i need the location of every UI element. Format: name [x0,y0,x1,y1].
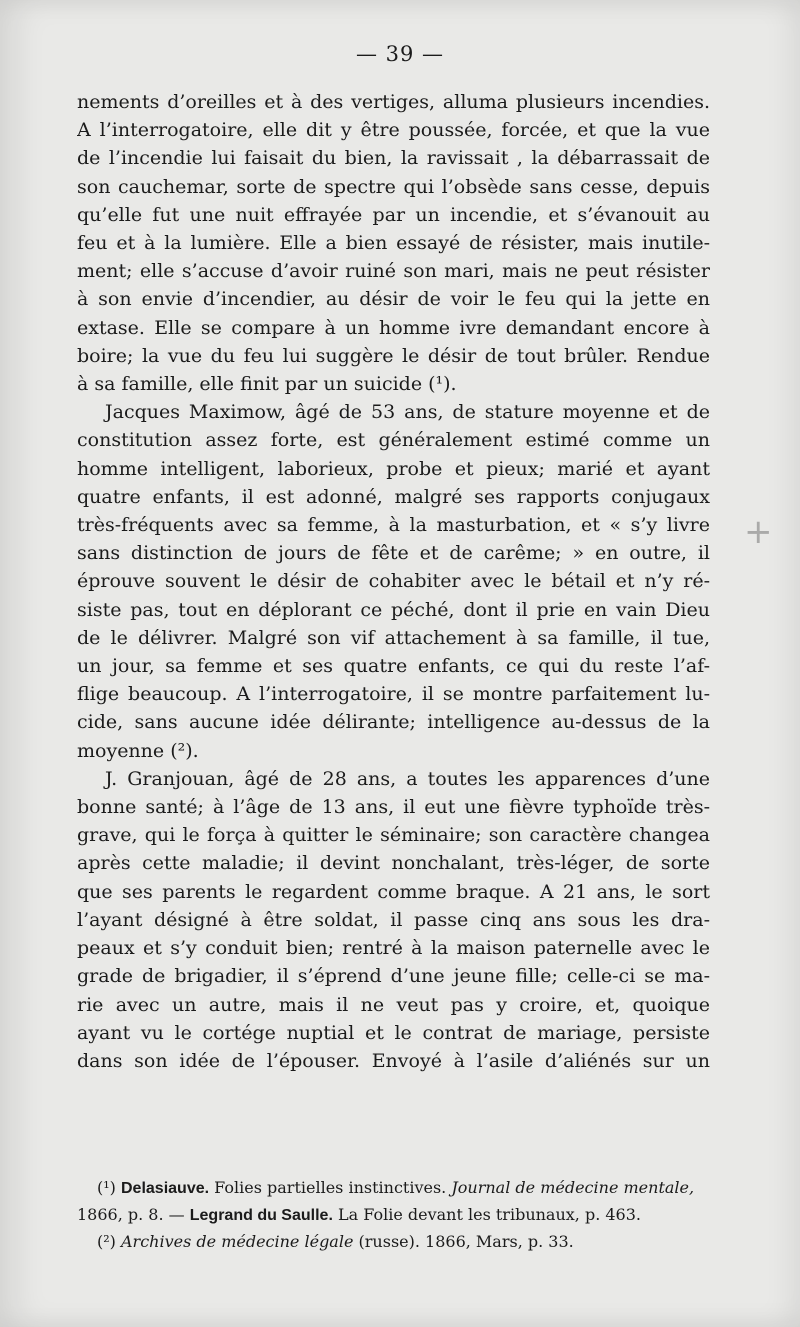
footnotes [77,1175,710,1255]
text-line: à sa famille, elle finit par un suicide (¹). [77,373,457,396]
text-line: grave, qui le força à quitter le séminaire; son caractère changea [77,824,710,847]
text-line: quatre enfants, il est adonné, malgré ses rapports conjugaux [77,485,710,508]
main-text [77,88,710,1075]
footnote-2-marker: (²) [97,1232,116,1251]
text-line: qu’elle fut une nuit effrayée par un incendie, et s’évanouit au [77,203,710,226]
footnote-1-line-2 [77,1202,710,1229]
text-line: de le délivrer. Malgré son vif attachement à sa famille, il tue, [77,626,710,649]
text-line: homme intelligent, laborieux, probe et pieux; marié et ayant [77,457,710,480]
footnote-1-line-1 [77,1175,710,1202]
text-line: constitution assez forte, est généralement estimé comme un [77,429,710,452]
text-line: rie avec un autre, mais il ne veut pas y croire, et, quoique [77,993,710,1016]
footnote-1-journal: Journal de médecine mentale, [451,1178,695,1197]
text-line: grade de brigadier, il s’éprend d’une jeune fille; celle-ci se ma- [77,965,710,988]
footnote-1-title: Folies partielles instinctives. [214,1178,447,1197]
text-line: ment; elle s’accuse d’avoir ruiné son mari, mais ne peut résister [77,260,710,283]
footnote-1-reference: 1866, p. 8. — [77,1205,185,1224]
text-line: l’ayant désigné à être soldat, il passe cinq ans sous les dra- [77,908,710,931]
text-line: sans distinction de jours de fête et de carême; » en outre, il [77,542,710,565]
text-line: nements d’oreilles et à des vertiges, alluma plusieurs incendies. [77,91,710,113]
text-line: extase. Elle se compare à un homme ivre demandant encore à [77,316,710,339]
text-line: moyenne (²). [77,739,199,762]
text-line: feu et à la lumière. Elle a bien essayé de résister, mais inutile- [77,232,710,255]
text-line: après cette maladie; il devint nonchalant, très-léger, de sorte [77,852,710,875]
text-line: son cauchemar, sorte de spectre qui l’obsède sans cesse, depuis [77,175,710,198]
footnote-1-second-author: Legrand du Saulle. [189,1207,333,1224]
text-line: à son envie d’incendier, au désir de voir le feu qui la jette en [77,288,710,311]
text-line: J. Granjouan, âgé de 28 ans, a toutes les apparences d’une [105,767,710,790]
text-line: que ses parents le regardent comme braque. A 21 ans, le sort [77,880,710,903]
footnote-2-reference: (russe). 1866, Mars, p. 33. [358,1232,574,1251]
text-line: dans son idée de l’épouser. Envoyé à l’asile d’aliénés sur un [77,1049,710,1072]
text-line: peaux et s’y conduit bien; rentré à la maison paternelle avec le [77,937,710,960]
footnote-2 [77,1229,710,1255]
text-line: siste pas, tout en déplorant ce péché, dont il prie en vain Dieu [77,598,710,621]
page-number: — 39 — [355,42,445,66]
text-line: éprouve souvent le désir de cohabiter avec le bétail et n’y ré- [77,570,710,593]
text-line: ayant vu le cortége nuptial et le contrat de mariage, persiste [77,1021,710,1044]
footnote-1-marker: (¹) [97,1178,116,1197]
text-line: Jacques Maximow, âgé de 53 ans, de stature moyenne et de [105,401,710,424]
text-line: un jour, sa femme et ses quatre enfants, ce qui du reste l’af- [77,655,710,678]
text-line: très-fréquents avec sa femme, à la masturbation, et « s’y livre [77,514,710,537]
text-line: bonne santé; à l’âge de 13 ans, il eut une fièvre typhoïde très- [77,796,710,819]
text-line: flige beaucoup. A l’interrogatoire, il se montre parfaitement lu- [77,683,710,706]
footnote-2-journal: Archives de médecine légale [121,1232,354,1251]
margin-plus-mark: + [744,512,773,552]
footnote-1-second-reference: La Folie devant les tribunaux, p. 463. [337,1205,641,1224]
text-line: boire; la vue du feu lui suggère le désir de tout brûler. Rendue [77,344,710,367]
footnote-1-author: Delasiauve. [121,1180,210,1197]
text-line: A l’interrogatoire, elle dit y être poussée, forcée, et que la vue [77,119,710,142]
text-line: cide, sans aucune idée délirante; intelligence au-dessus de la [77,711,710,734]
text-line: de l’incendie lui faisait du bien, la ravissait , la débarrassait de [77,147,710,170]
